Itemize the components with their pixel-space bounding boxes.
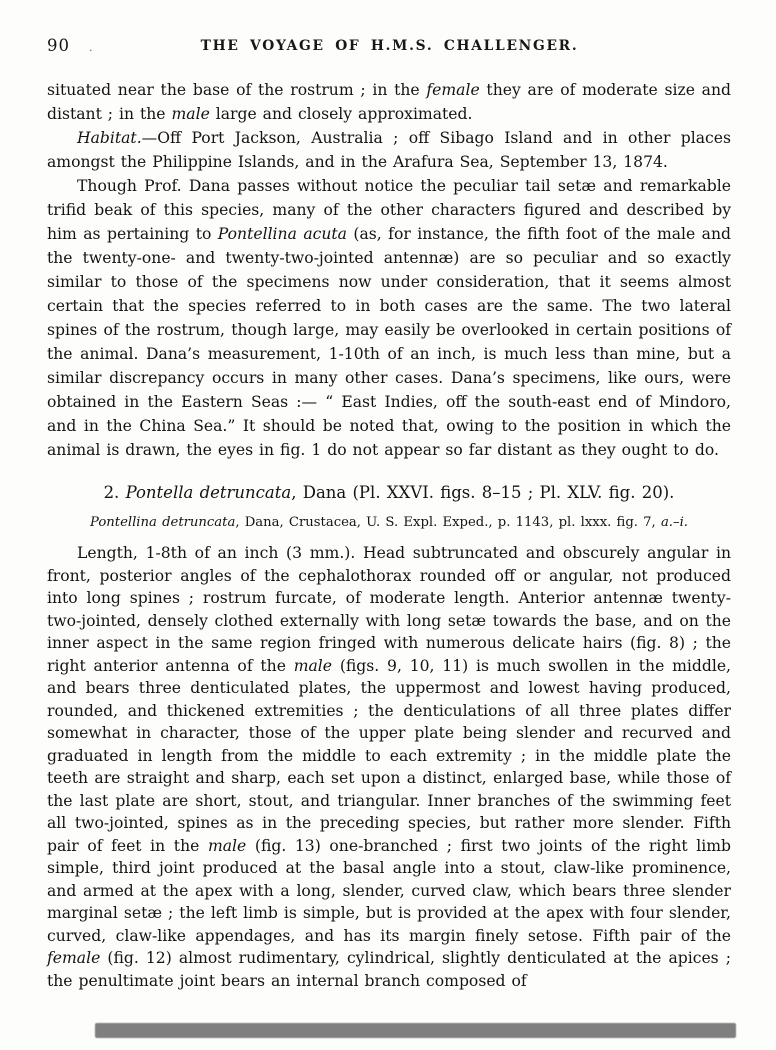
page-number: 90 (47, 36, 70, 55)
text-column (47, 78, 731, 992)
paragraph-dana-discussion: Though Prof. Dana passes without notice the peculiar tail setæ and remarkable trifid beak of this species, many of the other characters figured and described by him as pertaining to Pontellina acuta (as, for instance, the fifth foot of the male and the twenty-one- and twenty-two-jointed antennæ) are so peculiar and so exactly similar to those of the specimens now under consideration, that it seems almost certain that the species referred to in both cases are the same. The two lateral spines of the rostrum, though large, may easily be overlooked in certain positions of the animal. Dana’s measurement, 1-10th of an inch, is much less than mine, but a similar discrepancy occurs in many other cases. Dana’s specimens, like ours, were obtained in the Eastern Seas :— “ East Indies, off the south-east end of Mindoro, and in the China Sea.” It should be noted that, owing to the position in which the animal is drawn, the eyes in fig. 1 do not appear so far distant as they ought to do. (47, 177, 732, 459)
page-header (47, 36, 732, 60)
synonymy-line: Pontellina detruncata, Dana, Crustacea, U. S. Expl. Exped., p. 1143, pl. lxxx. fig. 7, a.–i. (90, 515, 688, 530)
paragraph-continuation: situated near the base of the rostrum ; in the female they are of moderate size and distant ; in the male large and closely approximated. (47, 81, 731, 123)
running-title: THE VOYAGE OF H.M.S. CHALLENGER. (200, 38, 579, 54)
species-heading: 2. Pontella detruncata, Dana (Pl. XXVI. figs. 8–15 ; Pl. XLV. fig. 20). (103, 483, 675, 502)
page-edge-shadow-bar (95, 1023, 736, 1038)
scan-speck: . (89, 41, 93, 54)
paragraph-habitat: Habitat.—Off Port Jackson, Australia ; off Sibago Island and in other places amongst the Philippine Islands, and in the Arafura Sea, September 13, 1874. (47, 129, 731, 171)
paragraph-description: Length, 1-8th of an inch (3 mm.). Head subtruncated and obscurely angular in front, posterior angles of the cephalothorax rounded off or angular, not produced into long spines ; rostrum furcate, of moderate length. Anterior antennæ twenty-two-jointed, densely clothed externally with long setæ towards the base, and on the inner aspect in the same region fringed with numerous delicate hairs (fig. 8) ; the right anterior antenna of the male (figs. 9, 10, 11) is much swollen in the middle, and bears three denticulated plates, the uppermost and lowest having produced, rounded, and thickened extremities ; the denticulations of all three plates differ somewhat in character, those of the upper plate being slender and recurved and graduated in length from the middle to each extremity ; in the middle plate the teeth are straight and sharp, each set upon a distinct, enlarged base, while those of the last plate are short, stout, and triangular. Inner branches of the swimming feet all two-jointed, spines as in the preceding species, but rather more slender. Fifth pair of feet in the male (fig. 13) one-branched ; first two joints of the right limb simple, third joint produced at the basal angle into a stout, claw-like prominence, and armed at the apex with a long, slender, curved claw, which bears three slender marginal setæ ; the left limb is simple, but is provided at the apex with four slender, curved, claw-like appendages, and has its margin finely setose. Fifth pair of the female (fig. 12) almost rudimentary, cylindrical, slightly denticulated at the apices ; the penultimate joint bears an internal branch composed of (47, 544, 731, 990)
